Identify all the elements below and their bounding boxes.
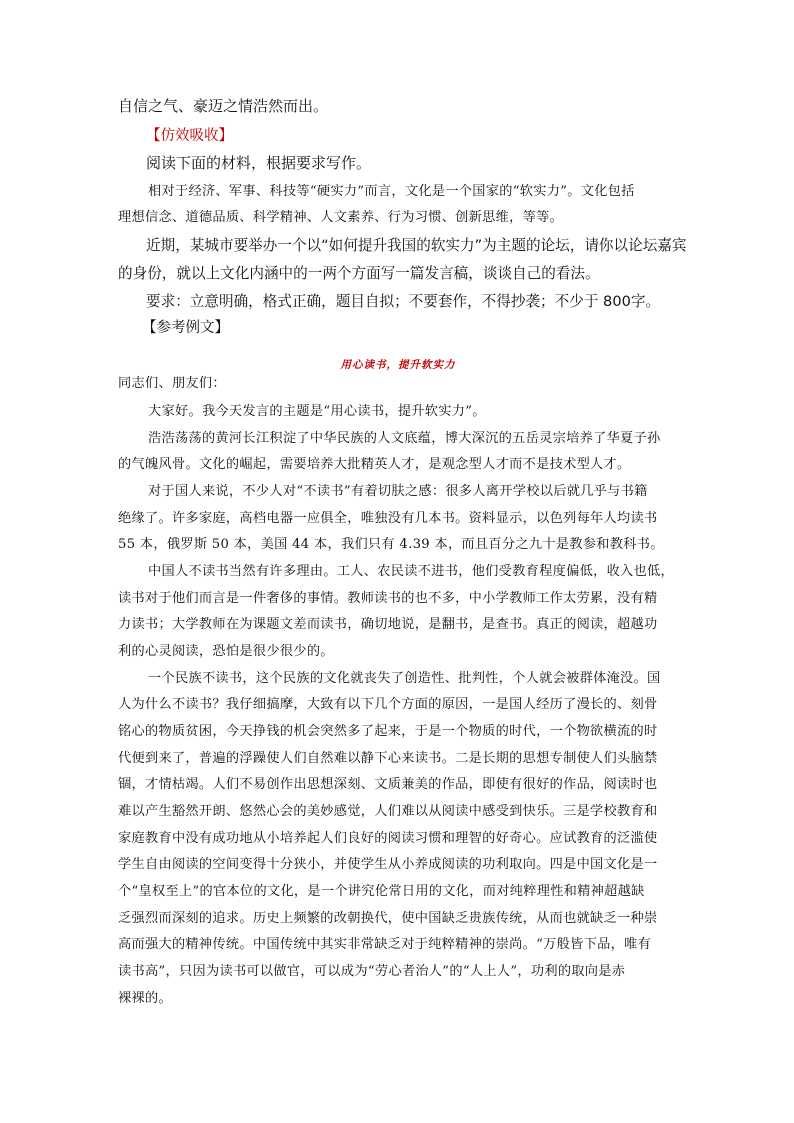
- essay-line: 利的心灵阅读，恐怕是很少很少的。: [118, 644, 334, 659]
- essay-line: 家庭教育中没有成功地从小培养起人们良好的阅读习惯和理智的好奇心。应试教育的泛滥使: [118, 831, 658, 846]
- task-line-1: 近期，某城市要举办一个以“如何提升我国的软实力”为主题的论坛，请你以论坛嘉宾: [146, 237, 687, 254]
- essay-line: 浩浩荡荡的黄河长江积淀了中华民族的人文底蕴，博大深沉的五岳灵宗培养了华夏子孙: [148, 431, 661, 446]
- reference-heading: 【参考例文】: [142, 320, 229, 336]
- essay-line: 个“皇权至上”的官本位的文化，是一个讲究伦常日用的文化，而对纯粹理性和精神超越缺: [118, 884, 645, 899]
- task-line-2: 的身份，就以上文化内涵中的一两个方面写一篇发言稿，谈谈自己的看法。: [118, 265, 600, 282]
- essay-line: 大家好。我今天发言的主题是“用心读书，提升软实力”。: [148, 404, 486, 419]
- salutation: 同志们、朋友们：: [118, 376, 226, 391]
- essay-line: 铭心的物质贫困，今天挣钱的机会突然多了起来，于是一个物质的时代，一个物欲横流的时: [118, 724, 658, 739]
- essay-line: 对于国人来说，不少人对“不读书”有着切肤之感：很多人离开学校以后就几乎与书籍: [148, 484, 648, 499]
- instruction-text: 阅读下面的材料，根据要求写作。: [146, 154, 372, 172]
- essay-line: 的气魄风骨。文化的崛起，需要培养大批精英人才，是观念型人才而不是技术型人才。: [118, 457, 631, 472]
- essay-line: 中国人不读书当然有许多理由。工人、农民读不进书，他们受教育程度偏低，收入也低，: [148, 564, 675, 579]
- essay-line: 锢，才情枯竭。人们不易创作出思想深刻、文质兼美的作品，即使有很好的作品，阅读时也: [118, 777, 658, 792]
- intro-line: 自信之气、豪迈之情浩然而出。: [118, 97, 329, 115]
- imitation-heading: 【仿效吸收】: [146, 128, 233, 144]
- essay-line: 55 本，俄罗斯 50 本，美国 44 本，我们只有 4.39 本，而且百分之九十是教参和教科书。: [118, 537, 664, 552]
- essay-line: 代便到来了，普遍的浮躁使人们自然难以静下心来读书。二是长期的思想专制使人们头脑禁: [118, 751, 658, 766]
- material-line-2: 理想信念、道德品质、科学精神、人文素养、行为习惯、创新思维，等等。: [118, 210, 564, 225]
- requirement-text: 要求：立意明确，格式正确，题目自拟；不要套作，不得抄袭；不少于 800字。: [146, 293, 661, 310]
- essay-line: 高而强大的精神传统。中国传统中其实非常缺乏对于纯粹精神的崇尚。“万般皆下品，唯有: [118, 937, 652, 952]
- essay-line: 绝缘了。许多家庭，高档电器一应俱全，唯独没有几本书。资料显示，以色列每年人均读书: [118, 511, 658, 526]
- essay-line: 读书高”，只因为读书可以做官，可以成为“劳心者治人”的“人上人”，功利的取向是赤: [118, 964, 626, 979]
- essay-line: 人为什么不读书？我仔细搞摩，大致有以下几个方面的原因，一是国人经历了漫长的、刻骨: [118, 697, 658, 712]
- essay-line: 难以产生豁然开朗、悠然心会的美妙感觉，人们难以从阅读中感受到快乐。三是学校教育和: [118, 804, 658, 819]
- essay-line: 学生自由阅读的空间变得十分狭小，并使学生从小养成阅读的功利取向。四是中国文化是一: [118, 857, 658, 872]
- essay-line: 乏强烈而深刻的追求。历史上频繁的改朝换代，使中国缺乏贵族传统，从而也就缺乏一种崇: [118, 911, 658, 926]
- essay-line: 一个民族不读书，这个民族的文化就丧失了创造性、批判性，个人就会被群体淹没。国: [148, 671, 661, 686]
- essay-line: 裸裸的。: [118, 991, 172, 1006]
- material-line-1: 相对于经济、军事、科技等“硬实力”而言，文化是一个国家的“软实力”。文化包括: [148, 184, 635, 199]
- essay-title: 用心读书，提升软实力: [340, 358, 456, 371]
- essay-line: 力读书；大学教师在为课题文差而读书，确切地说，是翻书，是查书。真正的阅读，超越功: [118, 617, 658, 632]
- essay-line: 读书对于他们而言是一件奢侈的事情。教师读书的也不多，中小学教师工作太劳累，没有精: [118, 591, 658, 606]
